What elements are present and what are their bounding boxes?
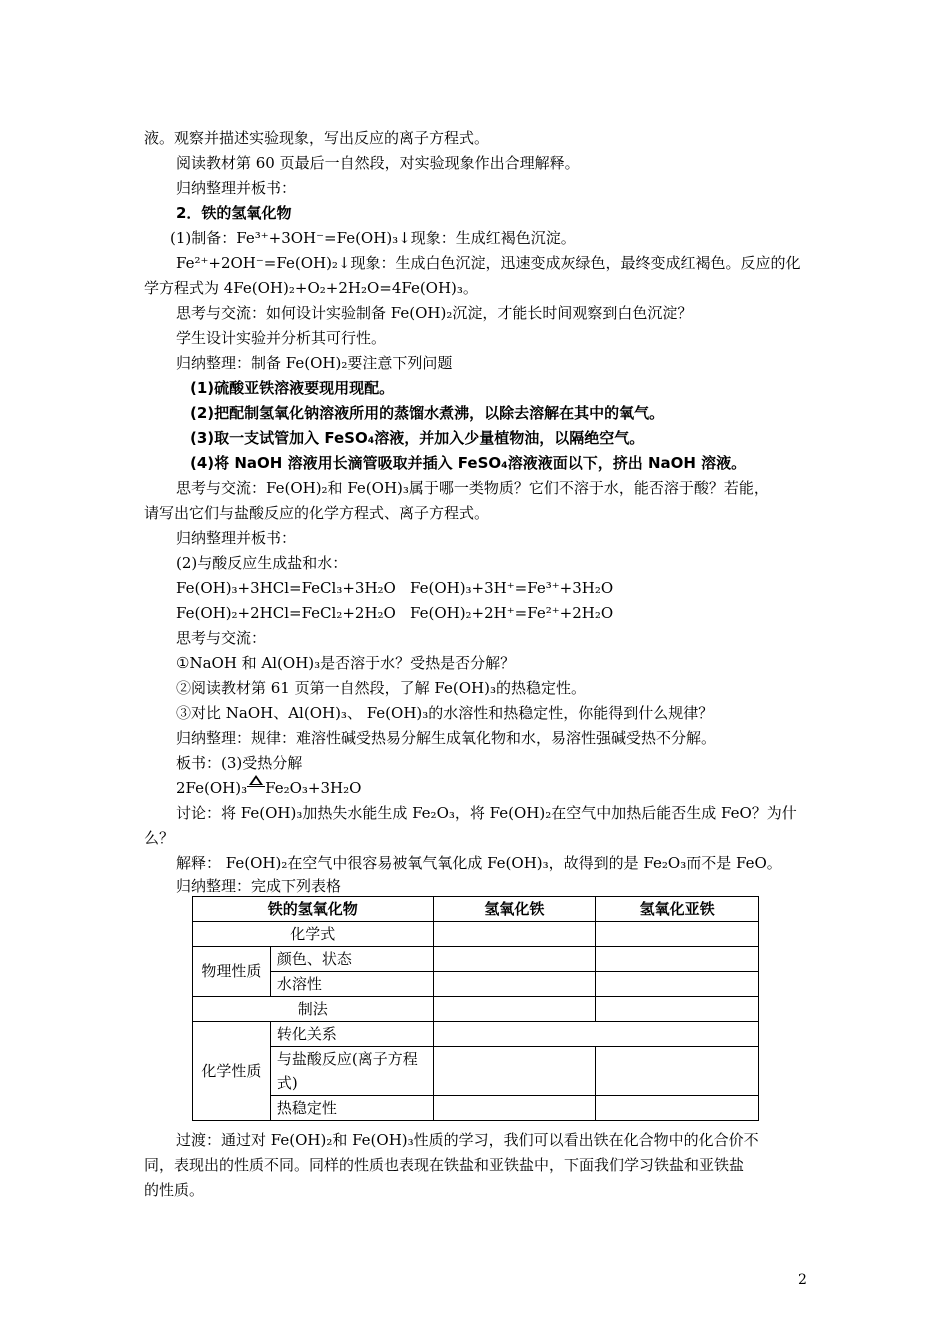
text-line: 阅读教材第 60 页最后一自然段，对实验现象作出合理解释。 [176,154,580,172]
bold-list-item: (3)取一支试管加入 FeSO₄溶液，并加入少量植物油，以隔绝空气。 [190,429,645,447]
table-row [193,997,759,1022]
page-number: 2 [798,1272,807,1288]
table-header: 铁的氢氧化物 [193,897,434,922]
table-row [193,922,759,947]
table-cell [596,922,759,947]
row-label: 水溶性 [270,972,433,997]
text-line: (1)制备：Fe³⁺+3OH⁻=Fe(OH)₃↓现象：生成红褐色沉淀。 [170,229,576,247]
table-row [193,947,759,972]
equation: Fe(OH)₃+3HCl=FeCl₃+3H₂O [176,579,396,597]
text-line: 归纳整理：规律：难溶性碱受热易分解生成氧化物和水，易溶性强碱受热不分解。 [176,729,717,747]
text-line: 归纳整理：制备 Fe(OH)₂要注意下列问题 [176,354,453,372]
table-cell [596,997,759,1022]
table-cell [433,1047,596,1096]
row-label: 热稳定性 [270,1096,433,1121]
row-group-label: 物理性质 [193,947,271,997]
table-cell [433,972,596,997]
properties-table [192,896,759,1121]
equation: Fe(OH)₃+3H⁺=Fe³⁺+3H₂O [410,579,614,597]
text-line: 讨论：将 Fe(OH)₃加热失水能生成 Fe₂O₃，将 Fe(OH)₂在空气中加热后能否生成 FeO？为什 [176,804,797,822]
text-line: ③对比 NaOH、Al(OH)₃、 Fe(OH)₃的水溶性和热稳定性，你能得到什么规律？ [176,704,714,722]
text-line: 归纳整理并板书： [176,529,297,547]
row-label: 颜色、状态 [270,947,433,972]
table-cell [433,1096,596,1121]
table-row [193,1047,759,1096]
text-line: ②阅读教材第 61 页第一自然段，了解 Fe(OH)₃的热稳定性。 [176,679,586,697]
bold-list-item: (1)硫酸亚铁溶液要现用现配。 [190,379,395,397]
table-cell [596,972,759,997]
table-header: 氢氧化亚铁 [596,897,759,922]
equation [176,778,361,798]
table-row [193,1022,759,1047]
text-line: 同，表现出的性质不同。同样的性质也表现在铁盐和亚铁盐中，下面我们学习铁盐和亚铁盐 [144,1156,745,1174]
bold-list-item: (2)把配制氢氧化钠溶液所用的蒸馏水煮沸，以除去溶解在其中的氧气。 [190,404,665,422]
equation: Fe(OH)₂+2HCl=FeCl₂+2H₂O [176,604,396,622]
text-line: 解释： Fe(OH)₂在空气中很容易被氧气氧化成 Fe(OH)₃，故得到的是 Fe₂O₃而不是 FeO。 [176,854,782,872]
text-line: 思考与交流：Fe(OH)₂和 Fe(OH)₃属于哪一类物质？它们不溶于水，能否溶于酸？若能， [176,479,769,497]
text-line: 归纳整理：完成下列表格 [176,877,342,895]
table-cell [433,997,596,1022]
equation-left: 2Fe(OH)₃ [176,779,248,797]
text-line: 思考与交流： [176,629,267,647]
text-line: 板书：(3)受热分解 [176,754,303,772]
text-line: 请写出它们与盐酸反应的化学方程式、离子方程式。 [144,504,490,522]
text-line: 学方程式为 4Fe(OH)₂+O₂+2H₂O=4Fe(OH)₃。 [144,279,478,297]
table-row [193,1096,759,1121]
equation-right: Fe₂O₃+3H₂O [265,779,362,797]
row-label: 转化关系 [270,1022,433,1047]
table-cell [433,947,596,972]
row-label: 与盐酸反应(离子方程式) [270,1047,433,1096]
heat-triangle-icon [247,779,265,791]
text-line: 学生设计实验并分析其可行性。 [176,329,387,347]
equation: Fe(OH)₂+2H⁺=Fe²⁺+2H₂O [410,604,614,622]
text-line: (2)与酸反应生成盐和水： [176,554,348,572]
row-group-label: 化学性质 [193,1022,271,1121]
table-cell [596,947,759,972]
table-cell [433,1022,758,1047]
table-header-row [193,897,759,922]
text-line: 过渡：通过对 Fe(OH)₂和 Fe(OH)₃性质的学习，我们可以看出铁在化合物中的化合价不 [176,1131,759,1149]
table-cell [596,1047,759,1096]
text-line: 思考与交流：如何设计实验制备 Fe(OH)₂沉淀，才能长时间观察到白色沉淀？ [176,304,693,322]
text-line: 归纳整理并板书： [176,179,297,197]
table-header: 氢氧化铁 [433,897,596,922]
table-cell [433,922,596,947]
text-line: 么？ [144,829,175,847]
row-label: 制法 [193,997,434,1022]
row-label: 化学式 [193,922,434,947]
section-heading: 2．铁的氢氧化物 [176,204,292,222]
table-cell [596,1096,759,1121]
text-line: Fe²⁺+2OH⁻=Fe(OH)₂↓现象：生成白色沉淀，迅速变成灰绿色，最终变成红褐色。反应的化 [176,254,801,272]
text-line: ①NaOH 和 Al(OH)₃是否溶于水？受热是否分解？ [176,654,516,672]
text-line: 的性质。 [144,1181,205,1199]
bold-list-item: (4)将 NaOH 溶液用长滴管吸取并插入 FeSO₄溶液液面以下，挤出 NaOH 溶液。 [190,454,747,472]
table-row [193,972,759,997]
text-line: 液。观察并描述实验现象，写出反应的离子方程式。 [144,129,490,147]
